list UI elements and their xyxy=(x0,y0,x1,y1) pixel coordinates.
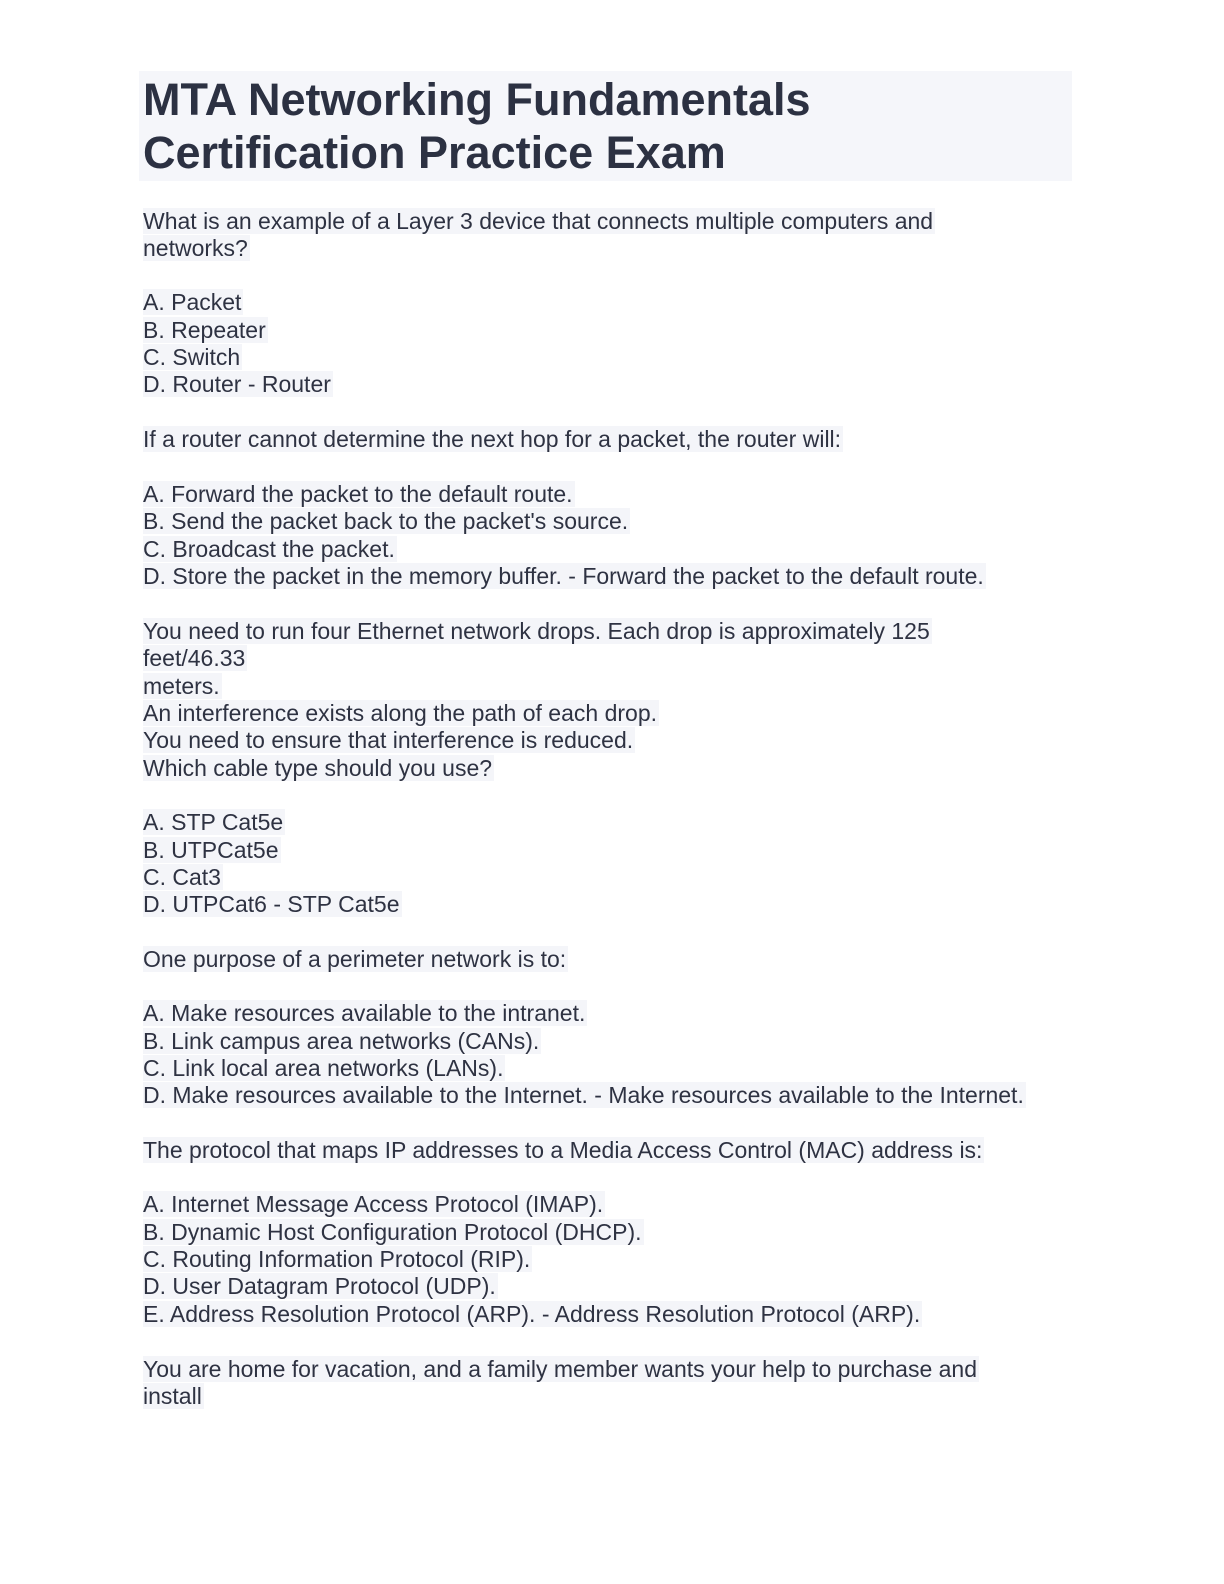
q3-option-b: B. UTPCat5e xyxy=(143,837,279,863)
option-item xyxy=(143,344,242,371)
option-item xyxy=(143,508,630,535)
question-3-line-5: You need to ensure that interference is reduced. xyxy=(143,727,634,753)
question-2-text xyxy=(143,426,843,453)
question-6-text xyxy=(143,1356,979,1383)
question-3-text xyxy=(143,618,932,645)
q2-option-d: D. Store the packet in the memory buffer. - Forward the packet to the default route. xyxy=(143,563,984,589)
option-item xyxy=(143,371,333,398)
q2-option-c: C. Broadcast the packet. xyxy=(143,536,395,562)
question-3-text xyxy=(143,727,635,754)
option-item xyxy=(143,1191,605,1218)
question-3-line-1: You need to run four Ethernet network drops. Each drop is approximately 125 xyxy=(143,618,930,644)
question-3-text xyxy=(143,645,247,672)
option-item xyxy=(143,1028,541,1055)
option-item xyxy=(143,317,268,344)
question-1-line-1: What is an example of a Layer 3 device that connects multiple computers and xyxy=(143,208,934,234)
question-6-text-cont xyxy=(143,1383,204,1410)
question-1-text xyxy=(143,208,935,235)
question-6-line-2: install xyxy=(143,1383,202,1409)
option-item xyxy=(143,864,223,891)
page-title-line-1: MTA Networking Fundamentals xyxy=(143,74,811,125)
option-item xyxy=(143,1082,1026,1109)
q3-option-c: C. Cat3 xyxy=(143,864,221,890)
question-4-line-1: One purpose of a perimeter network is to: xyxy=(143,946,567,972)
question-1-text-cont xyxy=(143,235,250,262)
q3-option-d: D. UTPCat6 - STP Cat5e xyxy=(143,891,400,917)
option-item xyxy=(143,1219,644,1246)
q1-option-a: A. Packet xyxy=(143,289,242,315)
q4-option-b: B. Link campus area networks (CANs). xyxy=(143,1028,540,1054)
option-item xyxy=(143,536,397,563)
question-1-line-2: networks? xyxy=(143,235,248,261)
page-title-line-2: Certification Practice Exam xyxy=(143,127,726,178)
option-item xyxy=(143,809,285,836)
question-3-line-4: An interference exists along the path of each drop. xyxy=(143,700,657,726)
q2-option-b: B. Send the packet back to the packet's source. xyxy=(143,508,629,534)
question-2-line-1: If a router cannot determine the next hop for a packet, the router will: xyxy=(143,426,842,452)
question-3-line-2: feet/46.33 xyxy=(143,645,246,671)
option-item xyxy=(143,563,986,590)
q4-option-c: C. Link local area networks (LANs). xyxy=(143,1055,504,1081)
question-3-text xyxy=(143,755,494,782)
question-5-text xyxy=(143,1137,984,1164)
q5-option-d: D. User Datagram Protocol (UDP). xyxy=(143,1273,496,1299)
option-item xyxy=(143,891,402,918)
q4-option-d: D. Make resources available to the Internet. - Make resources available to the Internet. xyxy=(143,1082,1024,1108)
q1-option-d: D. Router - Router xyxy=(143,371,331,397)
q5-option-e: E. Address Resolution Protocol (ARP). - Address Resolution Protocol (ARP). xyxy=(143,1301,921,1327)
option-item xyxy=(143,481,575,508)
option-item xyxy=(143,1301,922,1328)
question-5-line-1: The protocol that maps IP addresses to a Media Access Control (MAC) address is: xyxy=(143,1137,983,1163)
option-item xyxy=(143,1055,505,1082)
option-item xyxy=(143,1000,587,1027)
option-item xyxy=(143,1273,498,1300)
question-3-text xyxy=(143,700,659,727)
option-item xyxy=(143,837,281,864)
question-3-text xyxy=(143,673,222,700)
option-item xyxy=(143,1246,532,1273)
q5-option-b: B. Dynamic Host Configuration Protocol (DHCP). xyxy=(143,1219,642,1245)
q4-option-a: A. Make resources available to the intranet. xyxy=(143,1000,586,1026)
question-6-line-1: You are home for vacation, and a family member wants your help to purchase and xyxy=(143,1356,978,1382)
q5-option-a: A. Internet Message Access Protocol (IMAP). xyxy=(143,1191,604,1217)
option-item xyxy=(143,289,243,316)
q2-option-a: A. Forward the packet to the default route. xyxy=(143,481,573,507)
q1-option-c: C. Switch xyxy=(143,344,241,370)
q1-option-b: B. Repeater xyxy=(143,317,266,343)
q3-option-a: A. STP Cat5e xyxy=(143,809,284,835)
question-4-text xyxy=(143,946,568,973)
q5-option-c: C. Routing Information Protocol (RIP). xyxy=(143,1246,531,1272)
question-3-line-3: meters. xyxy=(143,673,220,699)
question-3-line-6: Which cable type should you use? xyxy=(143,755,493,781)
